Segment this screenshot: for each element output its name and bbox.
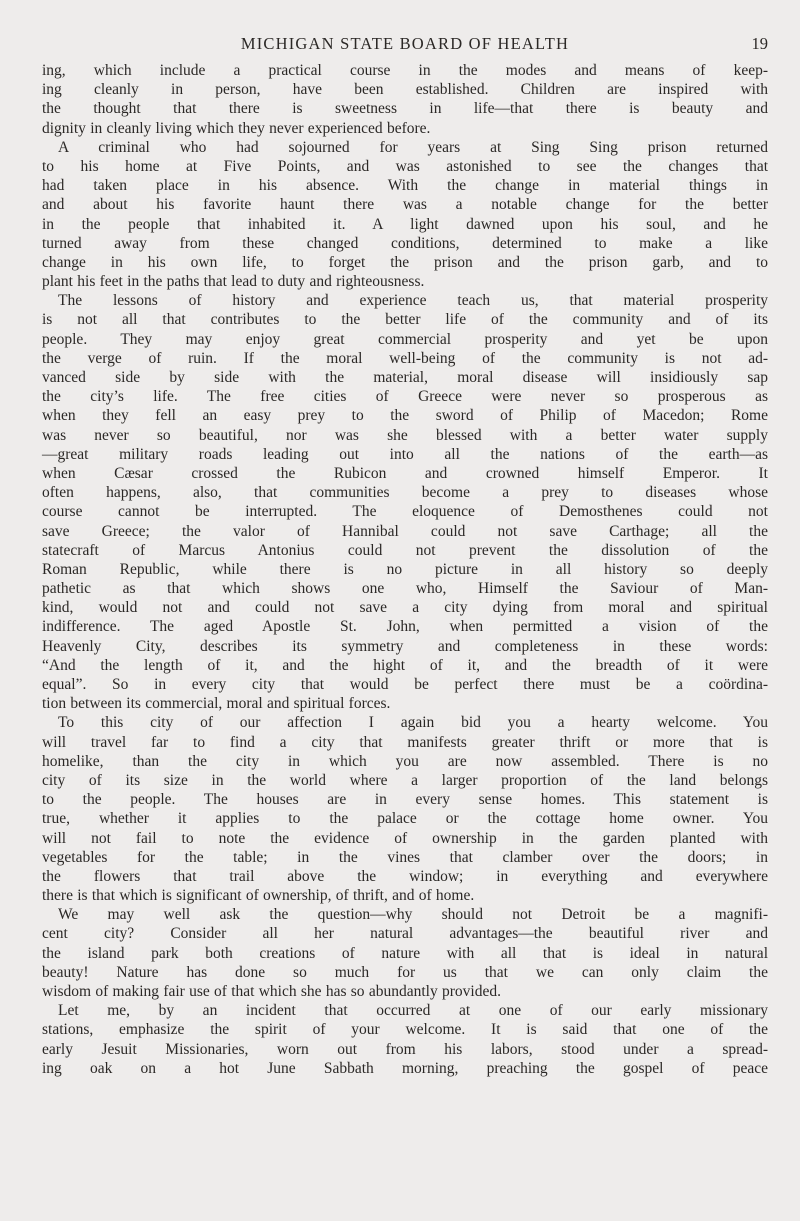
text-line: beauty! Nature has done so much for us that we can only claim the (42, 963, 768, 981)
text-line: indifference. The aged Apostle St. John, when permitted a vision of the (42, 618, 768, 636)
text-line: people. They may enjoy great commercial prosperity and yet be upon (42, 330, 768, 348)
text-line: will not fail to note the evidence of ownership in the garden planted with (42, 829, 768, 847)
text-line: ing oak on a hot June Sabbath morning, preaching the gospel of peace (42, 1059, 768, 1077)
text-line: turned away from these changed conditions, determined to make a like (42, 234, 768, 252)
text-line: pathetic as that which shows one who, Himself the Saviour of Man- (42, 580, 768, 598)
text-line: ing, which include a practical course in the modes and means of keep- (42, 62, 768, 79)
paragraph-start-line: The lessons of history and experience teach us, that material prosperity (58, 292, 768, 310)
text-line: the flowers that trail above the window; in everything and everywhere (42, 867, 768, 885)
text-line: “And the length of it, and the hight of it, and the breadth of it were (42, 656, 768, 674)
text-line: city of its size in the world where a larger proportion of the land belongs (42, 771, 768, 789)
text-line: dignity in cleanly living which they never experienced before. (42, 119, 431, 137)
running-title: MICHIGAN STATE BOARD OF HEALTH (240, 34, 570, 53)
text-line: homelike, than the city in which you are now assembled. There is no (42, 752, 768, 770)
text-line: vanced side by side with the material, moral disease will insidiously sap (42, 369, 768, 386)
text-line: —great military roads leading out into all the nations of the earth—as (42, 445, 768, 463)
text-line: had taken place in his absence. With the change in material things in (42, 177, 768, 195)
body-text (42, 61, 768, 1078)
text-line: will travel far to find a city that manifests greater thrift or more that is (42, 733, 768, 751)
text-line: course cannot be interrupted. The eloquence of Demosthenes could not (42, 503, 768, 521)
page-number: 19 (751, 34, 768, 53)
text-line: vegetables for the table; in the vines that clamber over the doors; in (42, 848, 768, 866)
text-line: ing cleanly in person, have been established. Children are inspired with (42, 81, 768, 99)
text-line: Heavenly City, describes its symmetry and completeness in these words: (42, 637, 768, 655)
paragraph-start-line: We may well ask the question—why should not Detroit be a magnifi- (58, 906, 768, 924)
text-line: when they fell an easy prey to the sword of Philip of Macedon; Rome (42, 407, 768, 425)
text-line: wisdom of making fair use of that which she has so abundantly provided. (42, 983, 501, 1000)
paragraph-start-line: Let me, by an incident that occurred at one of our early missionary (58, 1002, 768, 1020)
text-line: and about his favorite haunt there was a notable change for the better (42, 196, 768, 214)
text-line: cent city? Consider all her natural advantages—the beautiful river and (42, 925, 768, 943)
text-line: plant his feet in the paths that lead to duty and righteousness. (42, 273, 425, 291)
text-line: the island park both creations of nature with all that is ideal in natural (42, 944, 768, 962)
text-line: equal”. So in every city that would be perfect there must be a coördina- (42, 676, 768, 693)
text-line: the thought that there is sweetness in life—that there is beauty and (42, 100, 768, 118)
text-line: true, whether it applies to the palace or the cottage home owner. You (42, 810, 768, 828)
text-line: often happens, also, that communities become a prey to diseases whose (42, 484, 768, 502)
text-line: there is that which is significant of ownership, of thrift, and of home. (42, 887, 475, 905)
paragraph-start-line: A criminal who had sojourned for years at Sing Sing prison returned (58, 138, 768, 156)
text-line: in the people that inhabited it. A light dawned upon his soul, and he (42, 215, 768, 233)
text-line: was never so beautiful, nor was she blessed with a better water supply (42, 426, 768, 444)
text-line: kind, would not and could not save a city dying from moral and spiritual (42, 599, 768, 617)
text-line: is not all that contributes to the better life of the community and of its (42, 311, 768, 329)
text-line: to the people. The houses are in every sense homes. This statement is (42, 791, 768, 809)
text-line: early Jesuit Missionaries, worn out from his labors, stood under a spread- (42, 1040, 768, 1058)
text-line: to his home at Five Points, and was astonished to see the changes that (42, 157, 768, 175)
text-line: change in his own life, to forget the prison and the prison garb, and to (42, 253, 768, 271)
text-line: the city’s life. The free cities of Greece were never so prosperous as (42, 388, 768, 406)
text-line: save Greece; the valor of Hannibal could not save Carthage; all the (42, 522, 768, 540)
text-line: tion between its commercial, moral and spiritual forces. (42, 695, 391, 713)
text-line: stations, emphasize the spirit of your welcome. It is said that one of the (42, 1021, 768, 1039)
running-header (42, 32, 768, 56)
text-line: the verge of ruin. If the moral well-being of the community is not ad- (42, 349, 768, 367)
paragraph-start-line: To this city of our affection I again bid you a hearty welcome. You (58, 714, 768, 732)
text-line: Roman Republic, while there is no picture in all history so deeply (42, 560, 768, 578)
text-line: when Cæsar crossed the Rubicon and crowned himself Emperor. It (42, 464, 768, 482)
text-line: statecraft of Marcus Antonius could not prevent the dissolution of the (42, 541, 768, 559)
